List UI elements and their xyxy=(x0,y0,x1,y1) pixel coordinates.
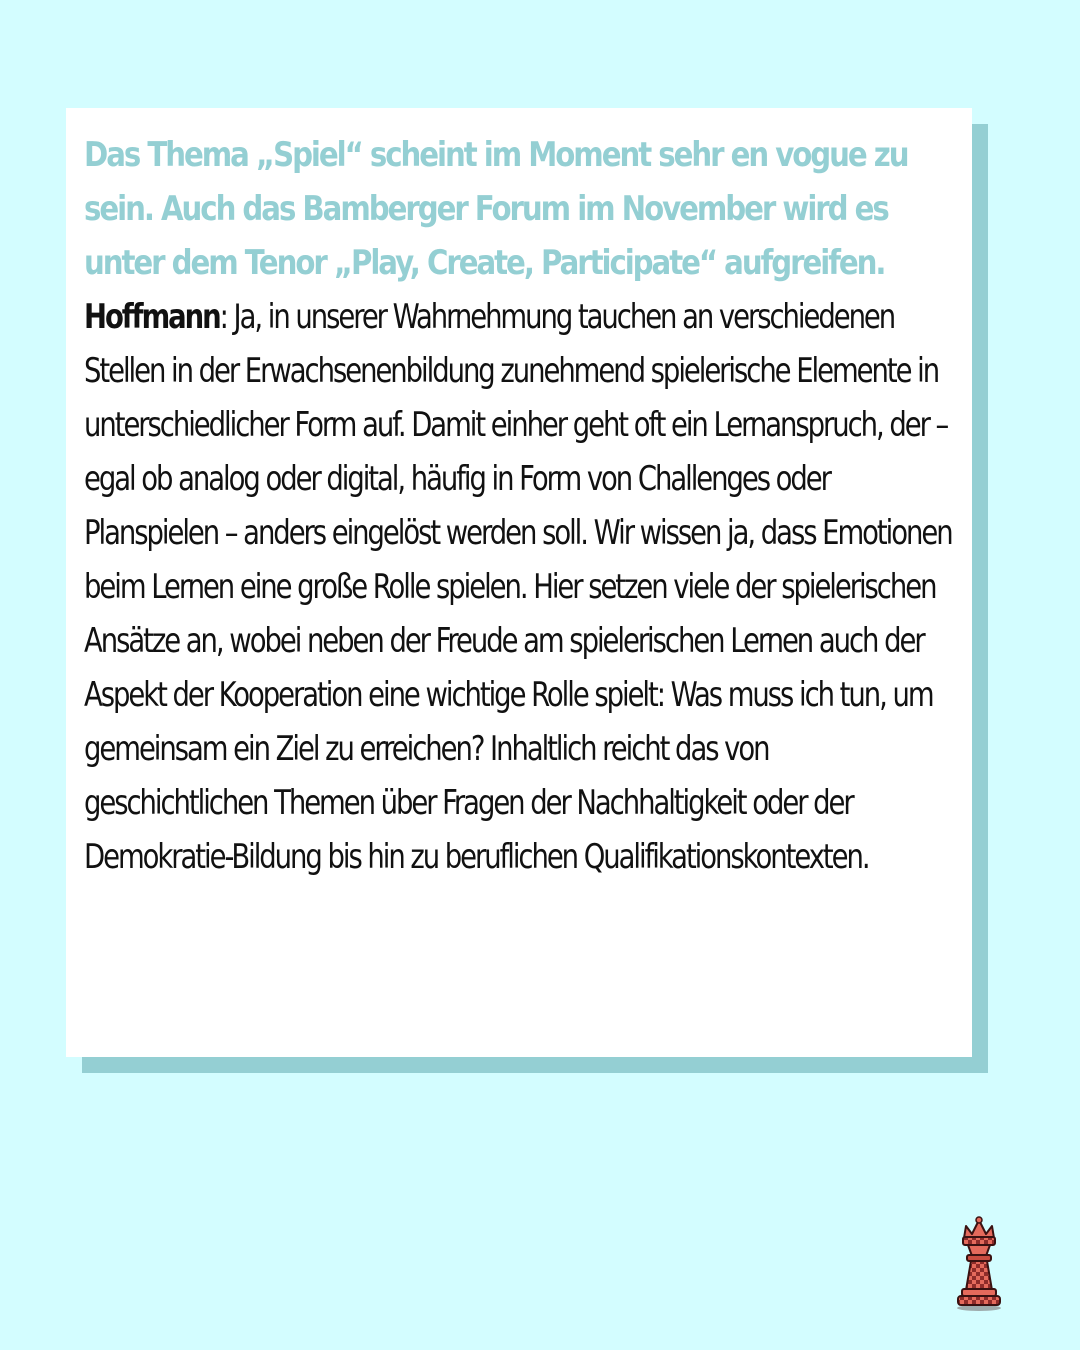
interview-card xyxy=(66,108,972,1057)
answer-text: : Ja, in unserer Wahrnehmung tauchen an verschiedenen Stellen in der Erwachsenenbildung zunehmend spielerische Elemente in unterschiedlicher Form auf. Damit einher geht oft ein Lernanspruch, der – egal ob analog oder digital, häufig in Form von Challenges oder Planspielen – anders eingelöst werden soll. Wir wissen ja, dass Emotionen beim Lernen eine große Rolle spielen. Hier setzen viele der spielerischen Ansätze an, wobei neben der Freude am spielerischen Lernen auch der Aspekt der Kooperation eine wichtige Rolle spielt: Was muss ich tun, um gemeinsam ein Ziel zu erreichen? Inhaltlich reicht das von geschichtlichen Themen über Fragen der Nachhaltigkeit oder der Demokratie-Bildung bis hin zu beruflichen Qualifikationskontexten. xyxy=(84,297,952,876)
chess-queen-icon xyxy=(952,1216,1006,1312)
speaker-name: Hoffmann xyxy=(84,297,220,336)
interview-answer xyxy=(84,290,953,884)
interview-question: Das Thema „Spiel“ scheint im Moment sehr en vogue zu sein. Auch das Bamberger Forum im November wird es unter dem Tenor „Play, Create, Participate“ aufgreifen. xyxy=(84,135,908,283)
